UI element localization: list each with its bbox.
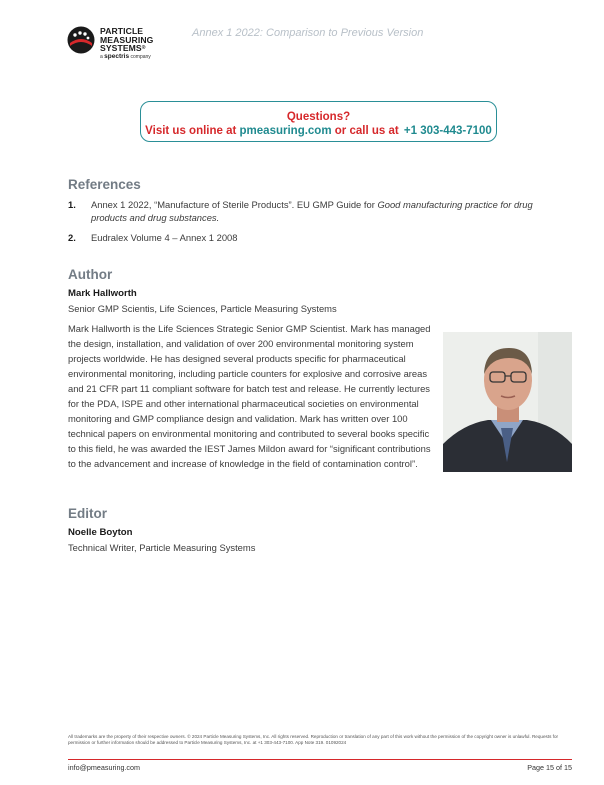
editor-name: Noelle Boyton (68, 527, 133, 538)
questions-callout (140, 101, 497, 142)
logo-registered-mark: ® (141, 45, 146, 52)
questions-contact-line (141, 124, 496, 138)
reference-number: 2. (68, 232, 76, 243)
reference-item (68, 232, 554, 245)
website-link[interactable]: pmeasuring.com (239, 125, 332, 137)
reference-italic: Good manufacturing practice for drug products and drug substances. (91, 199, 533, 223)
author-heading: Author (68, 267, 113, 282)
logo-line-2: MEASURING (100, 34, 154, 45)
author-portrait-icon (443, 332, 572, 472)
footer-divider (68, 759, 572, 760)
author-name: Mark Hallworth (68, 288, 137, 299)
references-list (68, 199, 554, 253)
document-title: Annex 1 2022: Comparison to Previous Version (192, 27, 424, 39)
reference-item (68, 199, 554, 224)
logo-wordmark (100, 27, 153, 53)
page-number: Page 15 of 15 (527, 763, 572, 772)
logo-line-1: PARTICLE (100, 26, 144, 36)
author-title: Senior GMP Scientis, Life Sciences, Particle Measuring Systems (68, 303, 337, 314)
questions-heading: Questions? (286, 111, 351, 123)
reference-text: Eudralex Volume 4 – Annex 1 2008 (91, 232, 238, 243)
reference-number: 1. (68, 199, 76, 210)
footer-email-link[interactable]: info@pmeasuring.com (68, 763, 141, 772)
logo-tag-brand: spectris (104, 53, 130, 60)
phone-link[interactable]: +1 303-443-7100 (403, 125, 492, 137)
call-text: or call us at (334, 125, 399, 137)
editor-heading: Editor (68, 506, 107, 521)
legal-notice: All trademarks are the property of their respective owners. © 2024 Particle Measuring Systems, Inc. All rights reserved. Reproduction or translation of any part of this work without the permission of the copyright owner is unlawful. Requests for permission or further information should be addressed to Particle Measuring Systems, Inc. at +1 303-443-7100. App Note 319. 01092024 (68, 734, 559, 745)
reference-body: Annex 1 2022, “Manufacture of Sterile Products”. EU GMP Guide for (91, 199, 378, 210)
logo-line-3: SYSTEMS (100, 43, 142, 54)
visit-text: Visit us online at (145, 125, 237, 137)
logo-mark-icon (67, 26, 95, 54)
editor-title: Technical Writer, Particle Measuring Systems (68, 542, 256, 553)
logo-tag-suffix: company (130, 54, 151, 60)
references-heading: References (68, 177, 141, 192)
author-bio: Mark Hallworth is the Life Sciences Strategic Senior GMP Scientist. Mark has managed the design, installation, and validation of over 200 environmental monitoring system projects worldwide. He has designed several products specific for pharmaceutical environmental monitoring, including particle counters for explosive and corrosive areas and 21 CFR part 11 compliant software for batch test and release. He currently lectures for the PDA, ISPE and other international pharmaceutical societies on environmental monitoring and GMP compliance design and validation. Mark has written over 100 technical papers on environmental monitoring and contributed to several books specific to this field, he was awarded the IEST James Mildon award for “significant contributions to the advancement and increase of knowledge in the field of contamination control”. (68, 323, 431, 469)
author-photo (443, 332, 572, 472)
logo-tag-prefix: a (100, 54, 103, 60)
company-logo (67, 24, 167, 64)
reference-text (91, 199, 554, 224)
logo-tagline (100, 53, 151, 60)
